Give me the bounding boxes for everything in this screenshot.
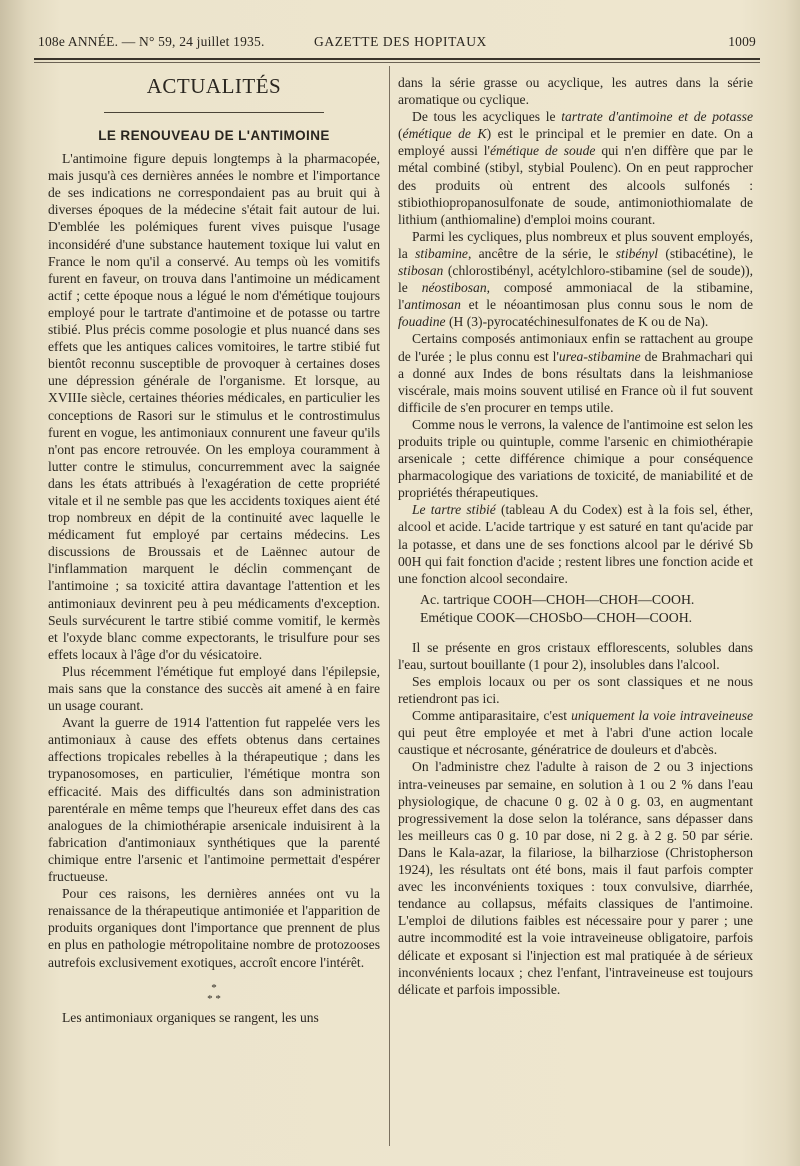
journal-name: GAZETTE DES HOPITAUX xyxy=(314,34,487,49)
paragraph: Avant la guerre de 1914 l'attention fut rappelée vers les antimoniaux à cause des effets obtenus dans certaines affections tropicales rebelles à la thérapeutique ; dans les trypanosomoses, en particulier, l'émétique montra son efficacité. Mais des difficultés dans son administration parentérale en même temps que l'heureux effet dans des cas analogues de la chimiothérapie arsenicale induisirent à la fabrication d'antimoniaux synthétiques que la parenté chimique entre l'arsenic et l'antimoine permettait d'espérer fructueuse. xyxy=(48,715,380,885)
paragraph: Il se présente en gros cristaux efflorescents, solubles dans l'eau, surtout bouillante (1 pour 2), insolubles dans l'alcool. xyxy=(398,639,753,672)
asterism xyxy=(48,983,380,1005)
paragraph: Parmi les cycliques, plus nombreux et plus souvent employés, la stibamine, ancêtre de la série, le stibényl (stibacétine), le stibosan (chlorostibényl, acétylchloro-stibamine (sel de soude)), le néostibosan, composé ammoniacal de la stibamine, l'antimosan et le néoantimosan plus connu sous le nom de fouadine (H (3)-pyrocatéchinesulfonates de K ou de Na). xyxy=(398,228,753,330)
column-divider xyxy=(389,66,390,1146)
title-rule xyxy=(104,112,324,113)
header-rule xyxy=(34,58,760,60)
page-number: 1009 xyxy=(728,34,756,49)
paragraph: Les antimoniaux organiques se rangent, les uns xyxy=(62,1009,319,1025)
paragraph: Ses emplois locaux ou per os sont classiques et ne nous retiendront pas ici. xyxy=(398,674,753,707)
right-column xyxy=(398,74,753,998)
paragraph: Comme antiparasitaire, c'est uniquement la voie intraveineuse qui peut être employée et met à l'abri d'une action locale caustique et nécrosante, génératrice de douleurs et d'abcès. xyxy=(398,708,753,758)
header-rule-thin xyxy=(34,62,760,63)
paragraph: De tous les acycliques le tartrate d'antimoine et de potasse (émétique de K) est le principal et le premier en date. On a employé aussi l'émétique de soude qui n'en diffère que par le métal combiné (stibyl, stybial Poulenc). On en peut rapprocher des produits où entrent des alcools sulfonés : stibiothiopropanosulfonate de soude, antimoniothiomalate de lithium (anthiomaline) d'emploi moins courant. xyxy=(398,109,753,227)
paragraph: L'antimoine figure depuis longtemps à la pharmacopée, mais jusqu'à ces dernières années le nombre et l'importance de ses indications ne correspondaient pas au bruit qui à diverses époques de la médecine s'était fait autour de lui. D'emblée les polémiques furent vives puisque l'usage inconsidéré d'une substance hautement toxique lui valut en France le nom qu'il a conservé. Au temps où les vomitifs furent en faveur, on trouva dans l'antimoine un médicament actif ; cette époque nous a légué le nom d'émétique toujours employé pour le tartrate d'antimoine et de potasse ou tartre stibié. Plus précis comme posologie et plus nuancé dans ses effets que les antiques calices vomitoires, le tartre stibié fut bientôt reconnu susceptible de provoquer à certaines doses une dépression générale de l'organisme. Et lorsque, au XVIIIe siècle, certaines théories médicales, en particulier les conceptions de Rasori sur le stimulus et le controstimulus furent en vogue, les antimoniaux connurent une faveur qu'ils n'ont pas encore retrouvée. On les employa couramment à lutter contre le stimulus, concurremment avec la saignée dans les états attribués à l'exagération de cette propriété vitale et il ne semble pas que les accidents toxiques aient été trop nombreux en dépit de la continuité avec laquelle le médicament fut employé par certains médecins. Les discussions de Broussais et de Laënnec autour de l'inflammation marquent le déclin commençant de l'antimoine ; sa toxicité attira davantage l'attention et les antimoniaux devinrent peu à peu médicaments d'exception. Seuls survécurent le tartre stibié comme vomitif, le kermès et l'oxyde blanc comme expectorants, le trisulfure pour ses effets locaux à l'âge d'or du vésicatoire. xyxy=(48,151,380,662)
paragraph: Plus récemment l'émétique fut employé dans l'épilepsie, mais sans que la constance des succès ait amené à en faire un usage courant. xyxy=(48,663,380,714)
formula-block xyxy=(420,591,753,627)
paragraph: Certains composés antimoniaux enfin se rattachent au groupe de l'urée ; le plus connu est l'urea-stibamine de Brahmachari qui a donné aux Indes de bons résultats dans la leishmaniose viscérale, mais moins souvent utilisé en France où il fut souvent difficile de s'en procurer en temps utile. xyxy=(398,331,753,415)
paragraph: dans la série grasse ou acyclique, les autres dans la série aromatique ou cyclique. xyxy=(398,75,753,108)
paragraph: Pour ces raisons, les dernières années ont vu la renaissance de la thérapeutique antimoniée et l'apparition de produits organiques dont l'importance que prennent de plus en plus en pathologie métropolitaine nombre de protozooses autrefois exclusivement exotiques, accroît encore l'intérêt. xyxy=(48,886,380,970)
formula-emetic: Emétique COOK—CHOSbO—CHOH—COOH. xyxy=(420,609,693,625)
asterism-top: * xyxy=(211,981,217,994)
left-column xyxy=(48,74,380,1026)
formula-tartaric-acid: Ac. tartrique COOH—CHOH—CHOH—COOH. xyxy=(420,591,695,607)
article-title: LE RENOUVEAU DE L'ANTIMOINE xyxy=(98,128,330,143)
page-header xyxy=(38,34,756,52)
paragraph: Le tartre stibié (tableau A du Codex) est à la fois sel, éther, alcool et acide. L'acide tartrique y est saturé en tant qu'acide par la potasse, et dans une de ses fonctions alcool par le dérivé Sb 00H qui fait fonction d'acide ; restent libres une fonction acide et une fonction alcool secondaire. xyxy=(398,502,753,586)
issue-line: 108e ANNÉE. — N° 59, 24 juillet 1935. xyxy=(38,34,265,49)
paragraph: Comme nous le verrons, la valence de l'antimoine est selon les produits triple ou quintuple, comme l'arsenic en chimiothérapie arsenicale ; cette différence chimique a pour conséquence pharmacologique des variations de toxicité, de maniabilité et de propriétés thérapeutiques. xyxy=(398,416,753,501)
paragraph: On l'administre chez l'adulte à raison de 2 ou 3 injections intra-veineuses par semaine, en solution à 1 ou 2 % dans l'eau physiologique, de chacune 0 g. 02 à 0 g. 03, en augmentant progressivement la dose selon la tolérance, sans dépasser dans les meilleurs cas 0 g. 10 par dose, ni 2 g. à 2 g. 50 par série. Dans le Kala-azar, la filariose, la bilharziose (Christopherson 1924), les résultats ont été bons, mais il faut parfois compter avec les inconvénients toxiques : toux convulsive, diarrhée, tendance au collapsus, méfaits classiques de l'antimoine. L'emploi de dilutions faibles est nécessaire pour y parer ; une autre incommodité est la voie intraveineuse obligatoire, parfois délicate et exposant si l'injection est mal pratiquée à de sérieux inconvénients locaux ; chez l'enfant, l'intraveineuse est toujours délicate et parfois impossible. xyxy=(398,759,753,997)
asterism-bottom: * * xyxy=(207,992,221,1005)
section-title: ACTUALITÉS xyxy=(146,74,282,98)
